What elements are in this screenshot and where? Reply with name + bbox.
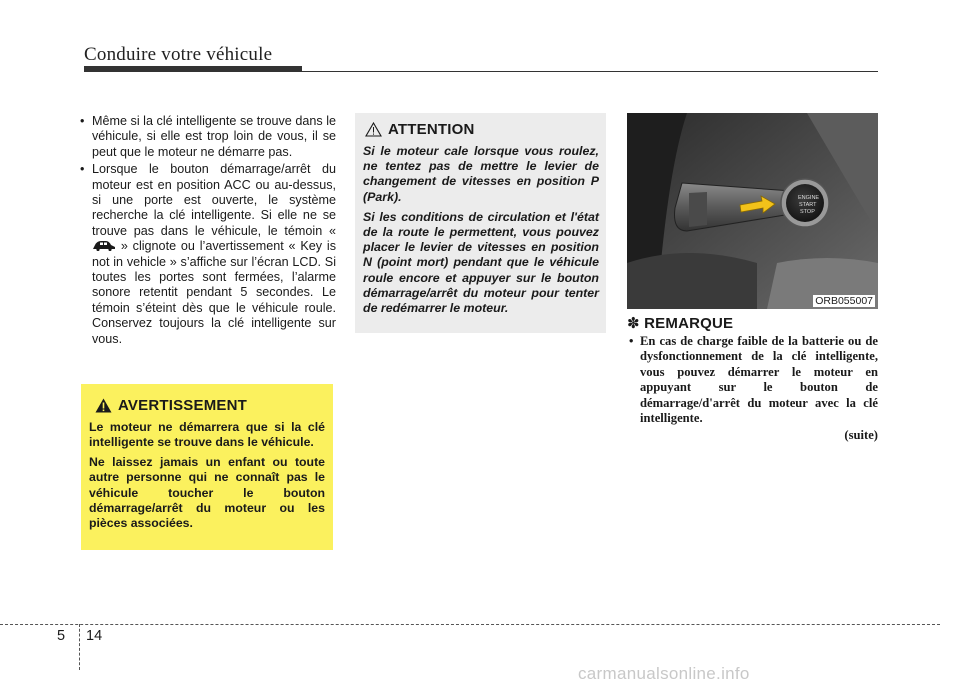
- warning-title: AVERTISSEMENT: [118, 397, 248, 414]
- start-button-photo: [627, 113, 878, 309]
- bullet-item: [78, 162, 336, 347]
- attention-paragraph: Si les conditions de circulation et l'état de la route le permettent, vous pouvez placer le levier de vitesses en position N (point mort) pendant que le véhicule roule encore et appuyer sur le bouton démarrage/arrêt du moteur pour tenter de redémarrer le moteur.: [363, 209, 599, 316]
- header-rule: [84, 71, 878, 72]
- bullet-text-part: Lorsque le bouton démarrage/arrêt du moteur est en position ACC ou au-dessus, si une porte est ouverte, le système recherche la clé intelligente. Si elle ne se trouve pas dans le véhicule, le témoin «: [92, 162, 336, 238]
- remark-title: ✽ REMARQUE: [627, 315, 734, 332]
- attention-title: ATTENTION: [388, 121, 475, 138]
- attention-box: [355, 113, 606, 333]
- attention-body: [363, 144, 599, 321]
- warning-paragraph: Ne laissez jamais un enfant ou toute autre personne qui ne connaît pas le véhicule toucher le bouton démarrage/arrêt du moteur ou les pièces associées.: [89, 454, 325, 531]
- bullet-text-part: » clignote ou l’avertissement « Key is not in vehicle » s’affiche sur l’écran LCD. Si toutes les portes sont fermées, l’alarme sonore retentit pendant 5 secondes. Le témoin s’éteint dès que le véhicule roule. Conservez toujours la clé intelligente sur vous.: [92, 239, 336, 346]
- continued-label: (suite): [844, 428, 878, 443]
- button-label-line: STOP: [800, 209, 815, 215]
- left-column: [78, 114, 336, 349]
- car-key-icon: [92, 239, 116, 251]
- footer-divider: [79, 624, 80, 670]
- attention-paragraph: Si le moteur cale lorsque vous roulez, ne tentez pas de mettre le levier de changement de vitesses en position P (Park).: [363, 144, 599, 204]
- warning-triangle-icon: [95, 398, 112, 413]
- remark-bullet: • En cas de charge faible de la batterie ou de dysfonctionnement de la clé intelligente, vous pouvez démarrer le moteur en appuyant sur le bouton de démarrage/d'arrêt du moteur avec la clé intelligente.: [627, 334, 878, 426]
- caution-triangle-icon: [365, 122, 382, 137]
- warning-body: [89, 420, 325, 536]
- section-number: 5: [57, 628, 66, 644]
- page-number: 14: [86, 628, 103, 644]
- page-title: Conduire votre véhicule: [84, 44, 273, 65]
- button-label-line: ENGINE: [798, 195, 820, 201]
- button-label-line: START: [799, 202, 817, 208]
- warning-paragraph: Le moteur ne démarrera que si la clé intelligente se trouve dans le véhicule.: [89, 420, 325, 450]
- remark-body: [627, 334, 878, 444]
- bullet-item: • Même si la clé intelligente se trouve dans le véhicule, si elle est trop loin de vous, il se peut que le moteur ne démarre pas.: [78, 114, 336, 160]
- watermark: carmanualsonline.info: [578, 664, 750, 683]
- warning-box: [81, 384, 333, 550]
- photo-code: ORB055007: [815, 295, 873, 307]
- attention-header: [365, 121, 475, 138]
- steering-column-illustration: [627, 113, 878, 309]
- warning-header: [95, 397, 247, 414]
- footer-rule: [0, 624, 940, 625]
